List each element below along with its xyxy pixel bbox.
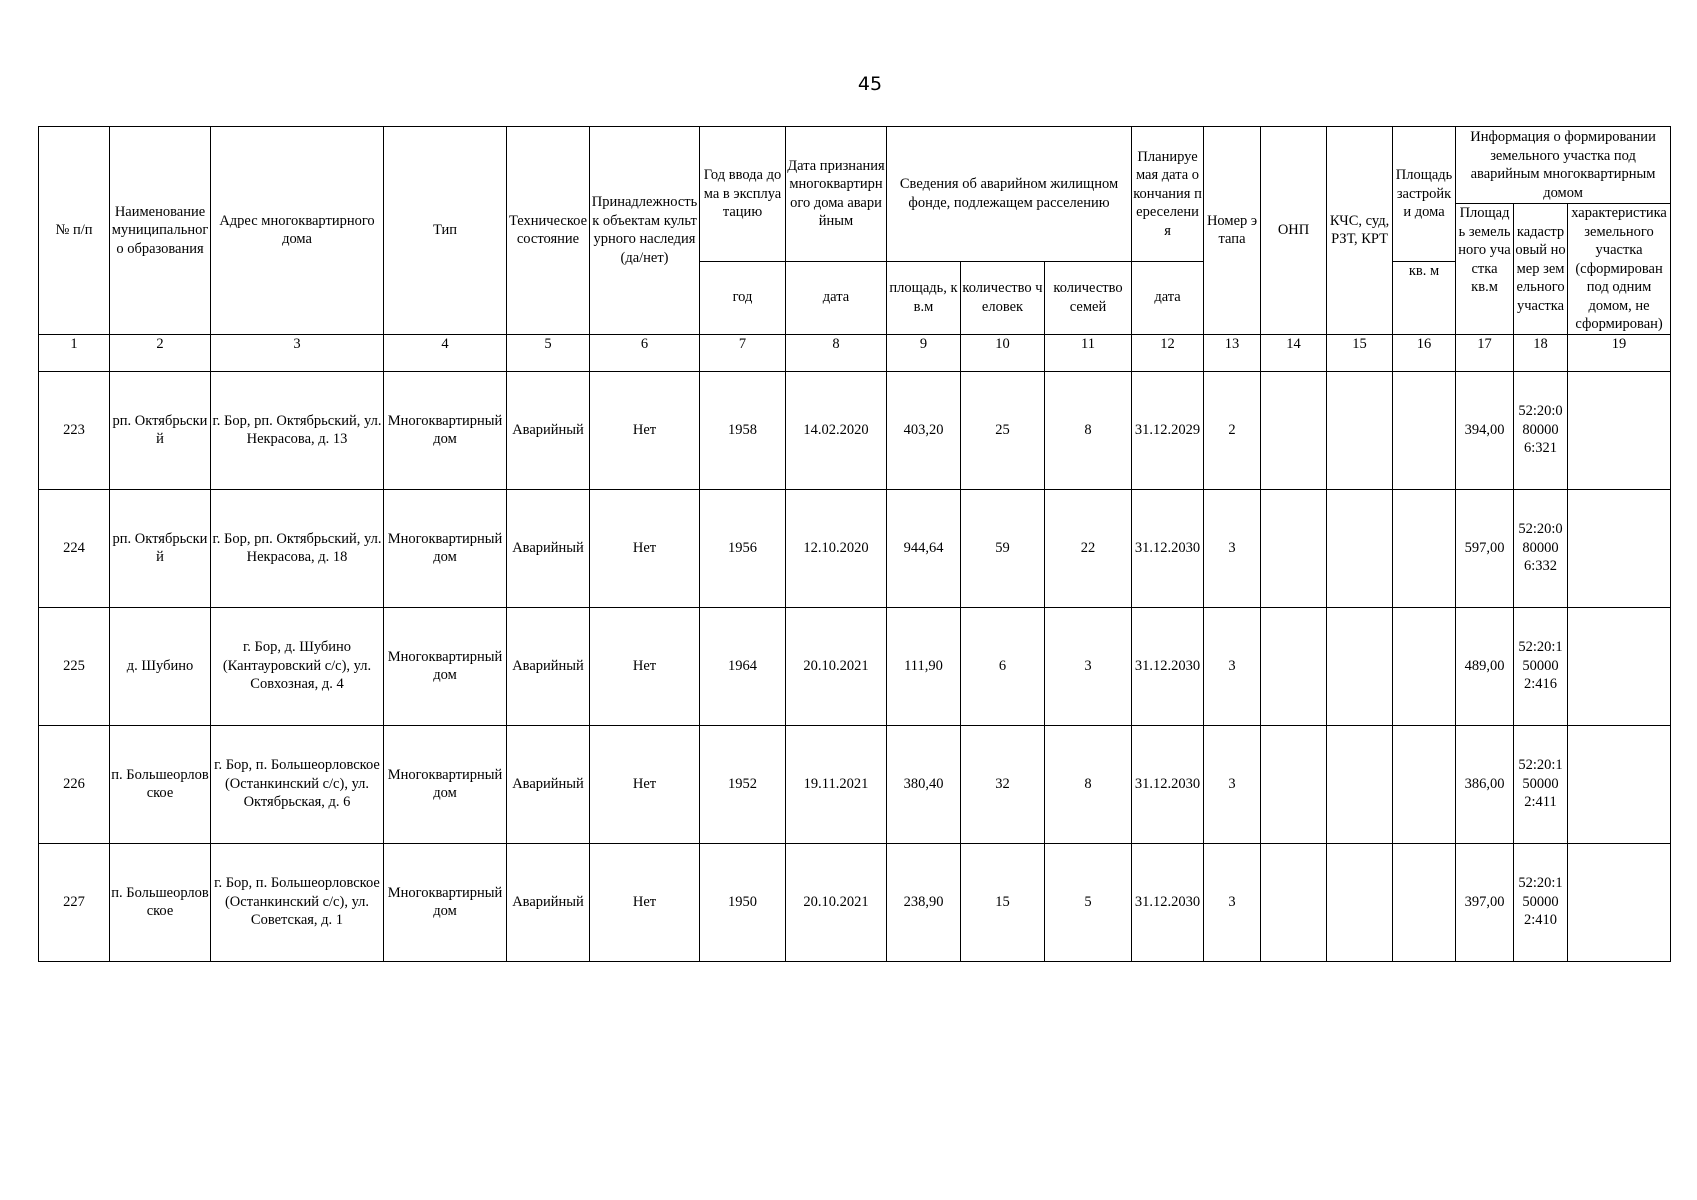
header-land-area-unit: кв.м (1471, 279, 1498, 295)
cell-municipality: д. Шубино (110, 607, 211, 725)
header-cadastral: кадастровый номер земельного участка (1514, 204, 1568, 335)
emergency-housing-table (38, 126, 1671, 962)
cell-type: Многоквартирный дом (384, 489, 507, 607)
cell-condition: Аварийный (507, 371, 590, 489)
header-municipality: Наименование муниципального образования (110, 127, 211, 335)
cell-land-area: 597,00 (1456, 489, 1514, 607)
column-number: 8 (786, 334, 887, 371)
cell-num: 225 (39, 607, 110, 725)
column-number: 12 (1132, 334, 1204, 371)
cell-planned-date: 31.12.2029 (1132, 371, 1204, 489)
cell-families: 22 (1045, 489, 1132, 607)
header-planned-date: Планируемая дата окончания переселения (1132, 127, 1204, 262)
header-sub-people: количество человек (961, 261, 1045, 334)
column-number: 6 (590, 334, 700, 371)
page-number: 45 (857, 73, 883, 95)
cell-land-char (1568, 725, 1671, 843)
column-number: 17 (1456, 334, 1514, 371)
header-sub-families: количество семей (1045, 261, 1132, 334)
table-row (39, 371, 1671, 489)
cell-stage: 3 (1204, 607, 1261, 725)
header-sub-building-unit: кв. м (1393, 261, 1456, 334)
cell-municipality: рп. Октябрьский (110, 489, 211, 607)
cell-people: 6 (961, 607, 1045, 725)
cell-land-area: 397,00 (1456, 843, 1514, 961)
header-building-area: Площадь застройки дома (1393, 127, 1456, 262)
column-number: 10 (961, 334, 1045, 371)
cell-kchs (1327, 843, 1393, 961)
cell-people: 25 (961, 371, 1045, 489)
column-number-row (39, 334, 1671, 371)
cell-address: г. Бор, рп. Октябрьский, ул. Некрасова, д. 13 (211, 371, 384, 489)
cell-area: 403,20 (887, 371, 961, 489)
cell-type: Многоквартирный дом (384, 843, 507, 961)
column-number: 11 (1045, 334, 1132, 371)
cell-building-area (1393, 489, 1456, 607)
header-row-top (39, 127, 1671, 204)
cell-land-char (1568, 843, 1671, 961)
cell-address: г. Бор, п. Большеорловское (Останкинский с/с), ул. Советская, д. 1 (211, 843, 384, 961)
cell-kchs (1327, 725, 1393, 843)
header-heritage: Принадлежность к объектам культурного наследия (да/нет) (590, 127, 700, 335)
cell-date-recognized: 20.10.2021 (786, 843, 887, 961)
column-number: 16 (1393, 334, 1456, 371)
cell-date-recognized: 14.02.2020 (786, 371, 887, 489)
header-address: Адрес многоквартирного дома (211, 127, 384, 335)
header-land-info: Информация о формировании земельного участка под аварийным многоквартирным домом (1456, 127, 1671, 204)
cell-address: г. Бор, п. Большеорловское (Останкинский с/с), ул. Октябрьская, д. 6 (211, 725, 384, 843)
cell-cadastral: 52:20:150000 2:410 (1514, 843, 1568, 961)
header-land-area-label: Площадь земельного участка (1458, 205, 1511, 277)
cell-planned-date: 31.12.2030 (1132, 725, 1204, 843)
cell-cadastral: 52:20:150000 2:416 (1514, 607, 1568, 725)
cell-planned-date: 31.12.2030 (1132, 843, 1204, 961)
cell-num: 223 (39, 371, 110, 489)
cell-address: г. Бор, рп. Октябрьский, ул. Некрасова, д. 18 (211, 489, 384, 607)
column-number: 15 (1327, 334, 1393, 371)
header-num: № п/п (39, 127, 110, 335)
cell-land-char (1568, 489, 1671, 607)
header-emergency-fund: Сведения об аварийном жилищном фонде, подлежащем расселению (887, 127, 1132, 262)
cell-land-char (1568, 607, 1671, 725)
header-land-area (1456, 204, 1514, 335)
column-number: 4 (384, 334, 507, 371)
header-date-recognized: Дата признания многоквартирного дома аварийным (786, 127, 887, 262)
header-sub-planned-date: дата (1132, 261, 1204, 334)
cell-people: 59 (961, 489, 1045, 607)
cell-kchs (1327, 489, 1393, 607)
cell-num: 224 (39, 489, 110, 607)
cell-date-recognized: 20.10.2021 (786, 607, 887, 725)
cell-planned-date: 31.12.2030 (1132, 607, 1204, 725)
column-number: 18 (1514, 334, 1568, 371)
header-land-char: характеристика земельного участка (сформирован под одним домом, не сформирован) (1568, 204, 1671, 335)
cell-onp (1261, 607, 1327, 725)
cell-num: 226 (39, 725, 110, 843)
cell-year: 1952 (700, 725, 786, 843)
cell-families: 5 (1045, 843, 1132, 961)
cell-land-area: 489,00 (1456, 607, 1514, 725)
table-row (39, 607, 1671, 725)
cell-date-recognized: 19.11.2021 (786, 725, 887, 843)
cell-condition: Аварийный (507, 489, 590, 607)
cell-year: 1964 (700, 607, 786, 725)
column-number: 3 (211, 334, 384, 371)
table-row (39, 489, 1671, 607)
column-number: 7 (700, 334, 786, 371)
header-type: Тип (384, 127, 507, 335)
cell-year: 1950 (700, 843, 786, 961)
cell-type: Многоквартирный дом (384, 371, 507, 489)
header-sub-year: год (700, 261, 786, 334)
cell-cadastral: 52:20:080000 6:321 (1514, 371, 1568, 489)
header-kchs: КЧС, суд, РЗТ, КРТ (1327, 127, 1393, 335)
header-stage: Номер этапа (1204, 127, 1261, 335)
cell-heritage: Нет (590, 371, 700, 489)
cell-stage: 3 (1204, 725, 1261, 843)
cell-stage: 2 (1204, 371, 1261, 489)
cell-type: Многоквартирный дом (384, 725, 507, 843)
cell-cadastral: 52:20:150000 2:411 (1514, 725, 1568, 843)
header-onp: ОНП (1261, 127, 1327, 335)
cell-families: 8 (1045, 725, 1132, 843)
column-number: 5 (507, 334, 590, 371)
cell-num: 227 (39, 843, 110, 961)
header-sub-area: площадь, кв.м (887, 261, 961, 334)
cell-condition: Аварийный (507, 725, 590, 843)
cell-families: 3 (1045, 607, 1132, 725)
cell-building-area (1393, 371, 1456, 489)
cell-date-recognized: 12.10.2020 (786, 489, 887, 607)
cell-people: 15 (961, 843, 1045, 961)
cell-stage: 3 (1204, 843, 1261, 961)
cell-year: 1956 (700, 489, 786, 607)
header-sub-date: дата (786, 261, 887, 334)
column-number: 13 (1204, 334, 1261, 371)
cell-condition: Аварийный (507, 843, 590, 961)
cell-heritage: Нет (590, 489, 700, 607)
cell-building-area (1393, 843, 1456, 961)
cell-area: 944,64 (887, 489, 961, 607)
table-row (39, 843, 1671, 961)
cell-onp (1261, 725, 1327, 843)
cell-land-area: 394,00 (1456, 371, 1514, 489)
header-condition: Техническое состояние (507, 127, 590, 335)
cell-kchs (1327, 371, 1393, 489)
cell-municipality: п. Большеорловское (110, 725, 211, 843)
cell-area: 380,40 (887, 725, 961, 843)
cell-land-area: 386,00 (1456, 725, 1514, 843)
column-number: 14 (1261, 334, 1327, 371)
cell-area: 111,90 (887, 607, 961, 725)
cell-planned-date: 31.12.2030 (1132, 489, 1204, 607)
column-number: 2 (110, 334, 211, 371)
cell-cadastral: 52:20:080000 6:332 (1514, 489, 1568, 607)
cell-type: Многоквартирный дом (384, 607, 507, 725)
cell-stage: 3 (1204, 489, 1261, 607)
cell-onp (1261, 843, 1327, 961)
cell-onp (1261, 489, 1327, 607)
cell-heritage: Нет (590, 607, 700, 725)
cell-address: г. Бор, д. Шубино (Кантауровский с/с), ул. Совхозная, д. 4 (211, 607, 384, 725)
column-number: 9 (887, 334, 961, 371)
table-row (39, 725, 1671, 843)
cell-heritage: Нет (590, 725, 700, 843)
cell-heritage: Нет (590, 843, 700, 961)
cell-land-char (1568, 371, 1671, 489)
column-number: 19 (1568, 334, 1671, 371)
cell-building-area (1393, 607, 1456, 725)
cell-municipality: п. Большеорловское (110, 843, 211, 961)
cell-municipality: рп. Октябрьский (110, 371, 211, 489)
header-year: Год ввода дома в эксплуатацию (700, 127, 786, 262)
cell-year: 1958 (700, 371, 786, 489)
cell-kchs (1327, 607, 1393, 725)
cell-condition: Аварийный (507, 607, 590, 725)
cell-onp (1261, 371, 1327, 489)
cell-area: 238,90 (887, 843, 961, 961)
cell-people: 32 (961, 725, 1045, 843)
cell-families: 8 (1045, 371, 1132, 489)
cell-building-area (1393, 725, 1456, 843)
column-number: 1 (39, 334, 110, 371)
